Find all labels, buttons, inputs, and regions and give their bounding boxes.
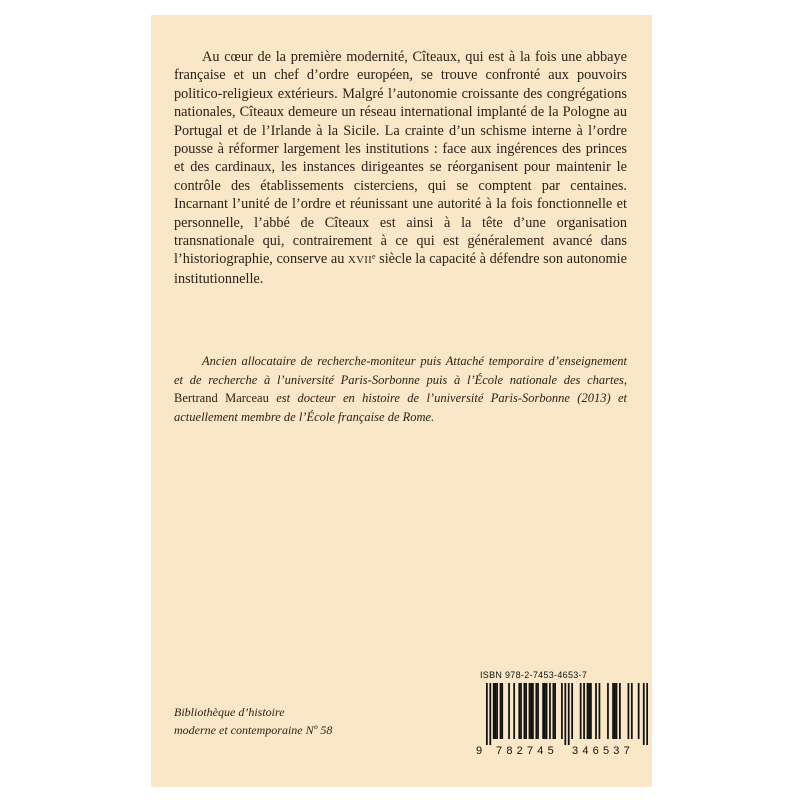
bio-text-part1: Ancien allocataire de recherche-moniteur puis Attaché temporaire d’enseignement et de recherche à l’université Paris-Sorbonne puis à l’École nationale des chartes,: [174, 354, 627, 387]
barcode-bar: [535, 683, 537, 739]
barcode-bar: [554, 683, 556, 739]
barcode-bar: [544, 683, 546, 739]
barcode-bar: [524, 683, 526, 739]
barcode-bar: [549, 683, 551, 739]
barcode-bar: [571, 683, 573, 739]
bio-text-part2: est docteur en histoire de l’université Paris-Sorbonne (2013) et actuellement membre de l’École française de Rome.: [174, 391, 627, 424]
barcode-bar: [530, 683, 532, 739]
author-bio: [174, 352, 627, 426]
book-summary: [174, 48, 627, 288]
series-line-2: moderne et contemporaine Nº 58: [174, 723, 333, 737]
summary-century: XVII: [347, 254, 372, 267]
barcode-bar: [561, 683, 563, 739]
barcode-bar: [518, 683, 520, 739]
barcode-bar: [588, 683, 590, 739]
back-cover: [151, 15, 652, 787]
barcode-bar: [616, 683, 618, 739]
barcode-bar: [532, 683, 534, 739]
barcode-bar: [520, 683, 522, 739]
barcode-bar: [495, 683, 497, 739]
barcode-bar: [628, 683, 630, 739]
barcode-bar: [599, 683, 601, 739]
barcode-bar: [643, 683, 645, 745]
barcode-digits-right: 346537: [572, 745, 634, 757]
series-name: [174, 703, 434, 739]
barcode-bar: [612, 683, 614, 739]
barcode-bar: [583, 683, 585, 739]
barcode-bar: [529, 683, 531, 739]
barcode-digits-left: 782745: [496, 745, 558, 757]
barcode-bar: [508, 683, 510, 739]
barcode-bar: [631, 683, 633, 739]
barcode-bar: [638, 683, 640, 739]
barcode-bar: [500, 683, 502, 739]
barcode-bar: [607, 683, 609, 739]
barcode-bar: [553, 683, 555, 739]
barcode-bar: [546, 683, 548, 739]
barcode-bar: [595, 683, 597, 739]
barcode-bar: [542, 683, 544, 739]
barcode-bar: [513, 683, 515, 739]
series-line-1: Bibliothèque d’histoire: [174, 705, 285, 719]
summary-century-suffix: e: [371, 252, 376, 262]
summary-text-part1: Au cœur de la première modernité, Cîteaux, qui est à la fois une abbaye française et un chef d’ordre européen, se trouve confronté aux pouvoirs politico-religieux extérieurs. Malgré l’autonomie croissante des congrégations nationales, Cîteaux demeure un réseau international implanté de la Pologne au Portugal et de l’Irlande à la Sicile. La crainte d’un schisme interne à l’ordre pousse à réformer largement les institutions : face aux ingérences des princes et des cardinaux, les instances dirigeantes se réorganisent pour maintenir le contrôle des établissements cisterciens, qui se comptent par centaines. Incarnant l’unité de l’ordre et réunissant une autorité à la fois fonctionnelle et personnelle, l’abbé de Cîteaux est ainsi à la tête d’une organisation transnationale qui, contrairement à ce qui est généralement avancé dans l’historiographie, conserve au: [174, 49, 627, 268]
barcode-bar: [646, 683, 648, 745]
barcode-bar: [614, 683, 616, 739]
barcode-bar: [564, 683, 566, 745]
barcode-bar: [568, 683, 570, 745]
barcode-bar: [489, 683, 491, 745]
barcode-bar: [619, 683, 621, 739]
isbn-label: ISBN 978-2-7453-4653-7: [480, 670, 588, 680]
barcode-bar: [580, 683, 582, 739]
barcode-bar: [537, 683, 539, 739]
barcode-bar: [501, 683, 503, 739]
summary-text-part2: siècle la capacité à défendre son autonomie institutionnelle.: [174, 251, 627, 287]
barcode-bar: [590, 683, 592, 739]
barcode-bar: [493, 683, 495, 739]
barcode-bar: [587, 683, 589, 739]
isbn-barcode: [474, 666, 652, 761]
author-name: Bertrand Marceau: [174, 391, 269, 406]
barcode-digit-first: 9: [476, 745, 483, 757]
barcode-bar: [525, 683, 527, 739]
barcode-bar: [496, 683, 498, 739]
barcode-bar: [486, 683, 488, 745]
barcode-icon: [486, 683, 648, 745]
